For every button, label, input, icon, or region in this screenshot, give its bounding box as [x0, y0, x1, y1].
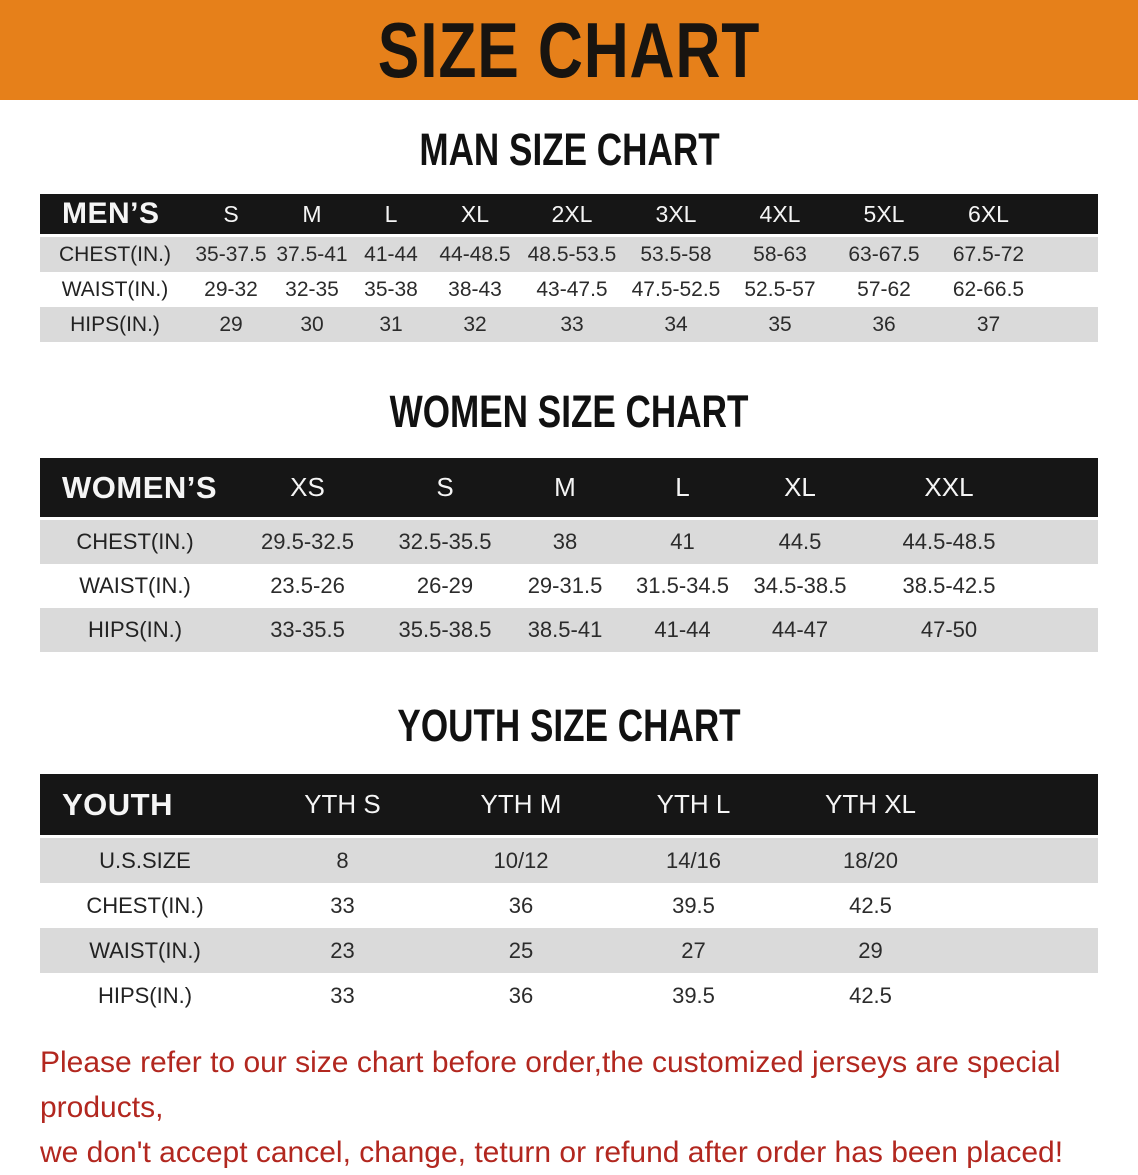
measurement-cell: 32-35	[272, 272, 352, 307]
measurement-cell: 41	[625, 520, 740, 564]
women-size-table	[40, 458, 1098, 652]
measurement-cell: 18/20	[780, 838, 961, 883]
men-size-header-2xl: 2XL	[520, 194, 624, 237]
measurement-cell: 32	[430, 307, 520, 342]
row-spacer	[961, 838, 1098, 883]
men-hips-row	[40, 307, 1098, 342]
measurement-cell: 67.5-72	[936, 237, 1041, 272]
youth-table-title: YOUTH	[40, 774, 250, 838]
measurement-cell: 44.5	[740, 520, 860, 564]
women-hips-row	[40, 608, 1098, 652]
women-size-header-xxl: XXL	[860, 458, 1038, 520]
measurement-cell: 14/16	[607, 838, 780, 883]
row-label: HIPS(IN.)	[40, 973, 250, 1018]
women-table-title: WOMEN’S	[40, 458, 230, 520]
measurement-cell: 42.5	[780, 973, 961, 1018]
measurement-cell: 39.5	[607, 883, 780, 928]
measurement-cell: 34.5-38.5	[740, 564, 860, 608]
youth-size-header-s: YTH S	[250, 774, 435, 838]
youth-section-title-text: YOUTH SIZE CHART	[397, 700, 741, 751]
measurement-cell: 29	[780, 928, 961, 973]
measurement-cell: 10/12	[435, 838, 607, 883]
measurement-cell: 62-66.5	[936, 272, 1041, 307]
measurement-cell: 35-38	[352, 272, 430, 307]
men-size-header-m: M	[272, 194, 352, 237]
row-spacer	[961, 973, 1098, 1018]
measurement-cell: 48.5-53.5	[520, 237, 624, 272]
row-spacer	[961, 883, 1098, 928]
men-section-title	[0, 124, 1138, 176]
women-size-header-m: M	[505, 458, 625, 520]
women-size-header-l: L	[625, 458, 740, 520]
row-spacer	[961, 928, 1098, 973]
youth-waist-row	[40, 928, 1098, 973]
measurement-cell: 44-48.5	[430, 237, 520, 272]
measurement-cell: 44-47	[740, 608, 860, 652]
men-size-header-4xl: 4XL	[728, 194, 832, 237]
row-label: CHEST(IN.)	[40, 237, 190, 272]
youth-size-header-l: YTH L	[607, 774, 780, 838]
measurement-cell: 30	[272, 307, 352, 342]
measurement-cell: 32.5-35.5	[385, 520, 505, 564]
order-policy-note-line1: Please refer to our size chart before order,the customized jerseys are special products,	[40, 1046, 1061, 1124]
measurement-cell: 26-29	[385, 564, 505, 608]
measurement-cell: 27	[607, 928, 780, 973]
measurement-cell: 37	[936, 307, 1041, 342]
measurement-cell: 33	[250, 883, 435, 928]
measurement-cell: 31	[352, 307, 430, 342]
row-label: CHEST(IN.)	[40, 520, 230, 564]
measurement-cell: 35	[728, 307, 832, 342]
youth-chest-row	[40, 883, 1098, 928]
measurement-cell: 47-50	[860, 608, 1038, 652]
measurement-cell: 38.5-42.5	[860, 564, 1038, 608]
header-spacer	[1041, 194, 1098, 237]
measurement-cell: 36	[832, 307, 936, 342]
measurement-cell: 47.5-52.5	[624, 272, 728, 307]
row-spacer	[1041, 307, 1098, 342]
row-spacer	[1041, 237, 1098, 272]
measurement-cell: 58-63	[728, 237, 832, 272]
header-spacer	[961, 774, 1098, 838]
measurement-cell: 52.5-57	[728, 272, 832, 307]
measurement-cell: 38.5-41	[505, 608, 625, 652]
youth-header-row	[40, 774, 1098, 838]
row-label: CHEST(IN.)	[40, 883, 250, 928]
measurement-cell: 35.5-38.5	[385, 608, 505, 652]
measurement-cell: 38	[505, 520, 625, 564]
measurement-cell: 33	[250, 973, 435, 1018]
measurement-cell: 31.5-34.5	[625, 564, 740, 608]
measurement-cell: 63-67.5	[832, 237, 936, 272]
youth-section-title	[0, 700, 1138, 752]
row-label: U.S.SIZE	[40, 838, 250, 883]
measurement-cell: 43-47.5	[520, 272, 624, 307]
measurement-cell: 29-31.5	[505, 564, 625, 608]
row-label: WAIST(IN.)	[40, 564, 230, 608]
measurement-cell: 35-37.5	[190, 237, 272, 272]
measurement-cell: 57-62	[832, 272, 936, 307]
women-size-header-s: S	[385, 458, 505, 520]
row-spacer	[1038, 608, 1098, 652]
youth-size-table	[40, 774, 1098, 1018]
women-section-title	[0, 386, 1138, 438]
row-spacer	[1038, 564, 1098, 608]
header-spacer	[1038, 458, 1098, 520]
youth-hips-row	[40, 973, 1098, 1018]
size-chart-banner	[0, 0, 1138, 100]
measurement-cell: 23	[250, 928, 435, 973]
measurement-cell: 41-44	[352, 237, 430, 272]
measurement-cell: 29-32	[190, 272, 272, 307]
measurement-cell: 44.5-48.5	[860, 520, 1038, 564]
measurement-cell: 33-35.5	[230, 608, 385, 652]
banner-title: SIZE CHART	[377, 5, 761, 94]
men-section-title-text: MAN SIZE CHART	[418, 124, 720, 175]
men-size-header-5xl: 5XL	[832, 194, 936, 237]
measurement-cell: 23.5-26	[230, 564, 385, 608]
row-spacer	[1041, 272, 1098, 307]
measurement-cell: 29.5-32.5	[230, 520, 385, 564]
men-chest-row	[40, 237, 1098, 272]
measurement-cell: 29	[190, 307, 272, 342]
measurement-cell: 41-44	[625, 608, 740, 652]
row-label: WAIST(IN.)	[40, 928, 250, 973]
youth-size-header-xl: YTH XL	[780, 774, 961, 838]
men-size-table	[40, 194, 1098, 342]
measurement-cell: 42.5	[780, 883, 961, 928]
measurement-cell: 38-43	[430, 272, 520, 307]
youth-ussize-row	[40, 838, 1098, 883]
measurement-cell: 39.5	[607, 973, 780, 1018]
men-table-title: MEN’S	[40, 194, 190, 237]
order-policy-note-line2: we don't accept cancel, change, teturn or refund after order has been placed!	[40, 1136, 1064, 1169]
youth-size-header-m: YTH M	[435, 774, 607, 838]
measurement-cell: 33	[520, 307, 624, 342]
measurement-cell: 36	[435, 883, 607, 928]
measurement-cell: 25	[435, 928, 607, 973]
order-policy-note	[40, 1040, 1108, 1175]
row-label: WAIST(IN.)	[40, 272, 190, 307]
women-header-row	[40, 458, 1098, 520]
men-size-header-3xl: 3XL	[624, 194, 728, 237]
men-size-header-6xl: 6XL	[936, 194, 1041, 237]
measurement-cell: 37.5-41	[272, 237, 352, 272]
women-size-header-xl: XL	[740, 458, 860, 520]
measurement-cell: 34	[624, 307, 728, 342]
row-spacer	[1038, 520, 1098, 564]
women-chest-row	[40, 520, 1098, 564]
men-size-header-l: L	[352, 194, 430, 237]
measurement-cell: 53.5-58	[624, 237, 728, 272]
men-waist-row	[40, 272, 1098, 307]
measurement-cell: 8	[250, 838, 435, 883]
row-label: HIPS(IN.)	[40, 608, 230, 652]
women-waist-row	[40, 564, 1098, 608]
men-header-row	[40, 194, 1098, 237]
women-section-title-text: WOMEN SIZE CHART	[389, 386, 749, 437]
men-size-header-xl: XL	[430, 194, 520, 237]
women-size-header-xs: XS	[230, 458, 385, 520]
men-size-header-s: S	[190, 194, 272, 237]
measurement-cell: 36	[435, 973, 607, 1018]
row-label: HIPS(IN.)	[40, 307, 190, 342]
